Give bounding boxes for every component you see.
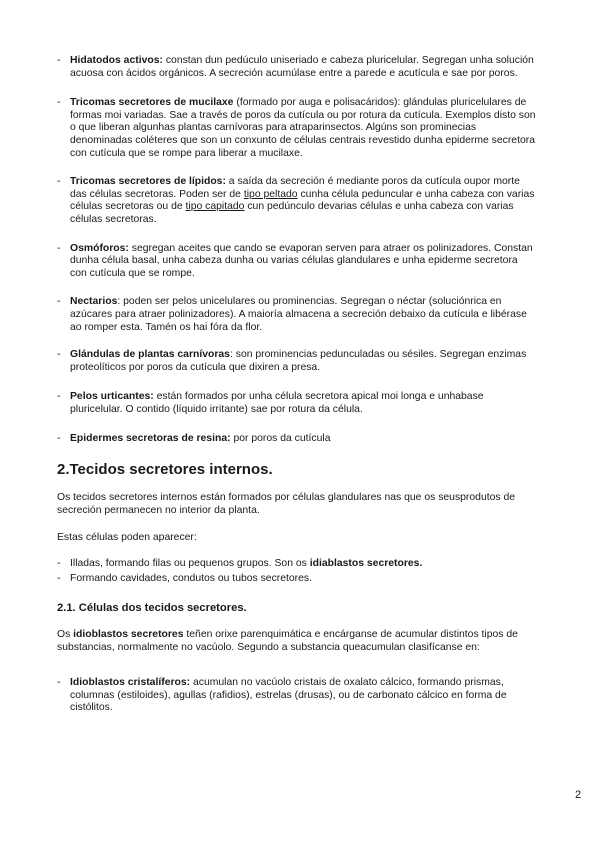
term-label: Tricomas secretores de lípidos: bbox=[70, 176, 226, 188]
list-item-hidatodos bbox=[57, 55, 537, 80]
page-number: 2 bbox=[575, 789, 582, 801]
term-label: Osmóforos: bbox=[70, 242, 129, 254]
bullet-dash: - bbox=[57, 176, 61, 188]
bullet-dash: - bbox=[57, 433, 61, 445]
item-text: (formado por auga e polisacáridos): glándulas pluricelulares de formas moi variadas. Sae a través de poros da cutícula ou por rotura da cutícula. Exemplos disto son o que liberan algunhas plantas carnívoras para atraparinsectos. Algúns son prominecias denominadas coléteres que son un conxunto de células centrais revestido dunha epiderme secretora con cutícula que se rompe para liberar a mucilaxe. bbox=[70, 97, 536, 159]
list-item-osmoforos bbox=[57, 243, 537, 281]
item-text: acumulan no vacúolo cristais de oxalato cálcico, formando prismas, columnas (estiloides), agullas (rafidios), estrelas (drusas), ou de carbonato cálcico en forma de cistólitos. bbox=[70, 677, 507, 714]
term-label: Tricomas secretores de mucilaxe bbox=[70, 97, 234, 109]
list-item-urticantes bbox=[57, 391, 537, 416]
secretory-structures-list bbox=[57, 55, 537, 446]
intro-text: teñen orixe parenquimática e encárganse de acumular distintos tipos de substancias, normalmente no vacúolo. Segundo a substancia queacumulan clasifícanse en: bbox=[57, 629, 518, 653]
item-text: a saída da secreción é mediante poros da cutícula oupor morte das células secretoras. Poden ser de bbox=[70, 176, 520, 200]
item-text: están formados por unha célula secretora apical moi longa e unhabase pluricelular. O contido (líquido irritante) sae por rotura da célula. bbox=[70, 391, 484, 415]
item-text: por poros da cutícula bbox=[230, 433, 331, 445]
term-label: Pelos urticantes: bbox=[70, 391, 154, 403]
term-label: idiablastos secretores. bbox=[309, 558, 423, 569]
list-item-carnivoras bbox=[57, 349, 537, 374]
list-item-lipidos bbox=[57, 176, 537, 226]
subsection-intro-paragraph bbox=[57, 629, 537, 654]
bullet-dash: - bbox=[57, 55, 61, 66]
term-label: Hidatodos activos: bbox=[70, 55, 163, 66]
term-label: Glándulas de plantas carnívoras bbox=[70, 349, 230, 361]
underlined-term-peltado: tipo peltado bbox=[243, 188, 298, 200]
item-text: cunha célula peduncular e unha cabeza con varias células secretoras ou de bbox=[70, 188, 535, 213]
idioblast-types-list bbox=[57, 677, 537, 715]
item-text: segregan aceites que cando se evaporan serven para atraer os polinizadores. Constan dunha célula basal, unha cabeza dunha ou varias células glandulares e unha epiderme secretora con cutícula que se rompe. bbox=[70, 242, 533, 279]
list-item-resina bbox=[57, 433, 537, 446]
lead-paragraph: Estas células poden aparecer: bbox=[57, 532, 197, 543]
item-text: Formando cavidades, condutos ou tubos secretores. bbox=[70, 572, 313, 584]
cell-arrangement-list bbox=[57, 558, 537, 585]
underlined-term-capitado: tipo capitado bbox=[185, 201, 245, 213]
list-item-nectarios bbox=[57, 296, 537, 334]
bullet-dash: - bbox=[57, 677, 61, 688]
term-label: Idioblastos cristalíferos: bbox=[70, 677, 191, 688]
bullet-dash: - bbox=[57, 97, 61, 109]
list-item-mucilaxe bbox=[57, 97, 537, 160]
bullet-dash: - bbox=[57, 391, 61, 403]
list-item-illadas bbox=[57, 558, 537, 571]
term-label: idioblastos secretores bbox=[73, 629, 184, 640]
intro-text: Os bbox=[57, 629, 74, 640]
item-text: constan dun pedúculo uniseriado e cabeza pluricelular. Segregan unha solución acuosa con ácidos orgánicos. A secreción acumúlase entre a parede e acutícula e sae por poros. bbox=[70, 55, 534, 79]
term-label: Epidermes secretoras de resina: bbox=[70, 433, 231, 445]
section-intro-paragraph: Os tecidos secretores internos están formados por células glandulares nas que os seusprodutos de secreción permanecen no interior da planta. bbox=[57, 492, 516, 516]
subsection-heading: 2.1. Células dos tecidos secretores. bbox=[57, 602, 247, 614]
bullet-dash: - bbox=[57, 242, 61, 254]
list-item-cavidades bbox=[57, 573, 537, 586]
bullet-dash: - bbox=[57, 296, 61, 308]
bullet-dash: - bbox=[57, 349, 61, 361]
section-heading: 2.Tecidos secretores internos. bbox=[57, 461, 273, 478]
bullet-dash: - bbox=[57, 558, 61, 569]
item-text: Illadas, formando filas ou pequenos grupos. Son os bbox=[70, 558, 310, 569]
term-label: Nectarios bbox=[70, 296, 118, 308]
item-text: : son prominencias pedunculadas ou sésiles. Segregan enzimas proteolíticos por poros da cutícula que dixiren a presa. bbox=[70, 349, 527, 373]
list-item-cristaliferos bbox=[57, 677, 537, 715]
bullet-dash: - bbox=[57, 572, 61, 584]
item-text: cun pedúnculo devarias células e unha cabeza con varias células secretoras. bbox=[70, 201, 514, 225]
item-text: : poden ser pelos unicelulares ou prominencias. Segregan o néctar (soluciónrica en azúcares para atraer polinizadores). A maioría almacena a secreción debaixo da cutícula e libérase ao romper esta. Tamén os hai fóra da flor. bbox=[70, 296, 527, 333]
